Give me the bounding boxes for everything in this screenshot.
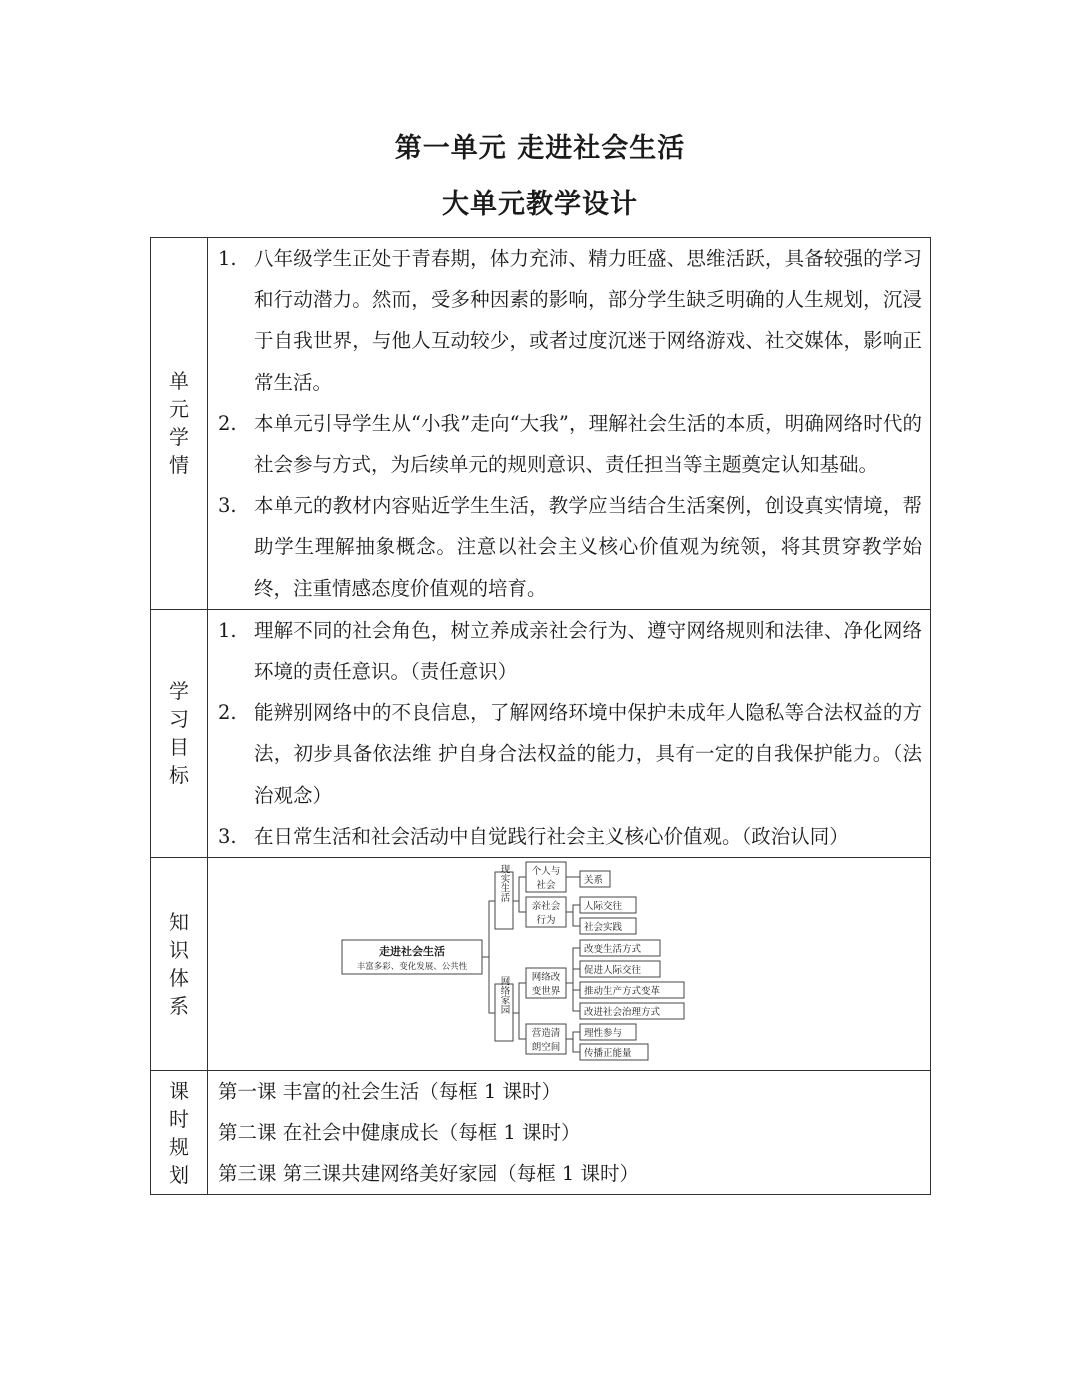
item-number: 3. xyxy=(218,824,237,848)
mindmap-diagram xyxy=(208,858,930,1070)
mindmap-leaf: 改变生活方式 xyxy=(584,944,642,956)
section-label-situation: 单元学情 xyxy=(169,369,189,478)
list-item xyxy=(218,816,922,857)
content-cell-goals xyxy=(208,609,931,857)
lesson-item: 第二课 在社会中健康成长（每框 1 课时） xyxy=(218,1121,581,1145)
section-label-goals: 学习目标 xyxy=(169,679,189,788)
label-cell-goals xyxy=(151,609,208,857)
section-label-knowledge: 知识体系 xyxy=(169,910,189,1019)
label-cell-situation xyxy=(151,238,208,610)
mindmap-leaf: 改进社会治理方式 xyxy=(584,1007,661,1019)
mindmap-root-title: 走进社会生活 xyxy=(379,945,445,959)
row-schedule xyxy=(151,1071,931,1195)
mindmap-leaf: 传播正能量 xyxy=(584,1048,632,1060)
label-cell-knowledge xyxy=(151,858,208,1071)
mindmap-node-label: 网络改 xyxy=(531,972,561,984)
mindmap-leaf: 理性参与 xyxy=(584,1028,623,1040)
item-number: 3. xyxy=(218,494,237,518)
row-knowledge xyxy=(151,858,931,1071)
mindmap-root-subtitle: 丰富多彩、变化发展、公共性 xyxy=(356,962,468,973)
mindmap-node-label: 变世界 xyxy=(531,986,561,998)
design-table xyxy=(150,237,931,1195)
item-number: 2. xyxy=(218,701,237,725)
item-number: 1. xyxy=(218,247,237,270)
mindmap-branch-network-home: 网络家园 xyxy=(498,976,510,1015)
mindmap-node-label: 社会 xyxy=(536,880,556,892)
knowledge-mindmap xyxy=(208,858,930,1070)
row-situation xyxy=(151,238,931,610)
mindmap-leaf: 关系 xyxy=(584,875,604,887)
content-cell-knowledge xyxy=(208,858,931,1071)
item-text: 在日常生活和社会活动中自觉践行社会主义核心价值观。（政治认同） xyxy=(254,824,849,848)
mindmap-leaf: 社会实践 xyxy=(584,922,623,934)
mindmap-node-label: 亲社会 xyxy=(531,901,561,913)
mindmap-node-label: 个人与 xyxy=(531,866,561,878)
row-goals xyxy=(151,609,931,857)
document-subtitle: 大单元教学设计 xyxy=(442,189,638,220)
list-item xyxy=(218,485,922,609)
content-cell-situation xyxy=(208,238,931,610)
item-text: 本单元的教材内容贴近学生生活，教学应当结合生活案例，创设真实情境，帮助学生理解抽象概念。注意以社会主义核心价值观为统领，将其贯穿教学始终，注重情感态度价值观的培育。 xyxy=(254,494,922,600)
mindmap-branch-real-life: 现实生活 xyxy=(498,864,510,903)
item-text: 理解不同的社会角色，树立养成亲社会行为、遵守网络规则和法律、净化网络环境的责任意识。（责任意识） xyxy=(254,618,922,684)
item-number: 2. xyxy=(218,411,237,435)
list-item xyxy=(218,610,922,692)
item-text: 本单元引导学生从“小我”走向“大我”，理解社会生活的本质，明确网络时代的社会参与方式，为后续单元的规则意识、责任担当等主题奠定认知基础。 xyxy=(254,411,922,477)
list-item xyxy=(218,403,922,485)
mindmap-leaf: 推动生产方式变革 xyxy=(584,986,661,998)
label-cell-schedule xyxy=(151,1071,208,1195)
document-title: 第一单元 走进社会生活 xyxy=(394,133,686,164)
lesson-item: 第三课 第三课共建网络美好家园（每框 1 课时） xyxy=(218,1162,640,1186)
mindmap-leaf: 人际交往 xyxy=(584,901,623,913)
item-text: 能辨别网络中的不良信息，了解网络环境中保护未成年人隐私等合法权益的方法，初步具备依法维 护自身合法权益的能力，具有一定的自我保护能力。（法治观念） xyxy=(254,701,922,807)
mindmap-node-label: 营造清 xyxy=(531,1028,561,1040)
list-item xyxy=(218,692,922,816)
item-number: 1. xyxy=(218,618,237,642)
mindmap-node-label: 行为 xyxy=(536,915,556,927)
section-label-schedule: 课时规划 xyxy=(169,1078,189,1187)
list-item xyxy=(218,238,922,403)
mindmap-node-label: 朗空间 xyxy=(531,1042,561,1054)
mindmap-leaf: 促进人际交往 xyxy=(584,965,642,977)
lesson-item: 第一课 丰富的社会生活（每框 1 课时） xyxy=(218,1080,562,1104)
content-cell-schedule xyxy=(208,1071,931,1195)
item-text: 八年级学生正处于青春期，体力充沛、精力旺盛、思维活跃，具备较强的学习和行动潜力。然而，受多种因素的影响，部分学生缺乏明确的人生规划，沉浸于自我世界，与他人互动较少，或者过度沉迷于网络游戏、社交媒体，影响正常生活。 xyxy=(254,247,922,394)
